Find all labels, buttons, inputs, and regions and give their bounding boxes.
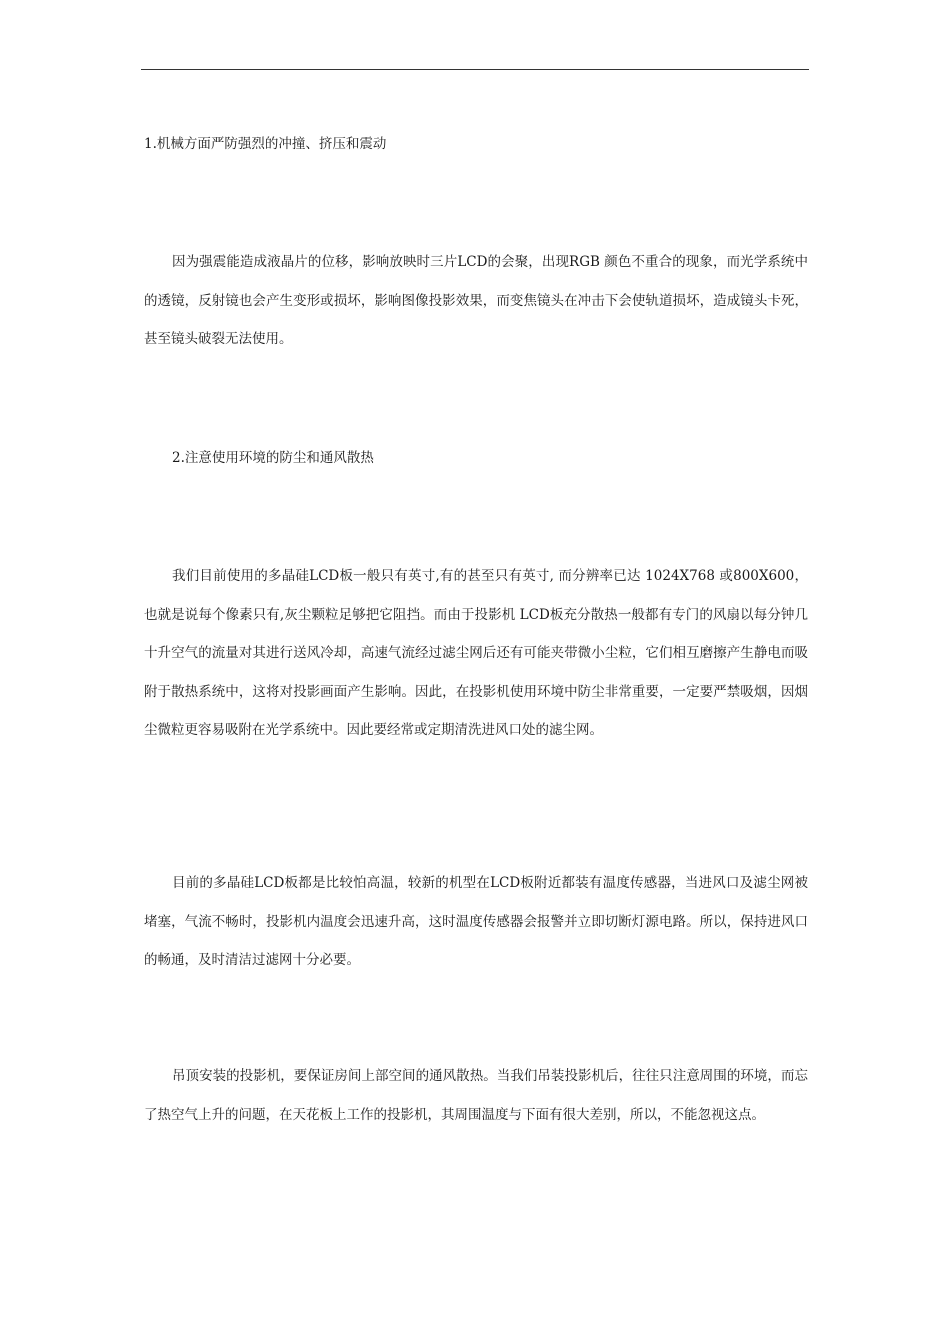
paragraph-4: 吊顶安装的投影机，要保证房间上部空间的通风散热。当我们吊装投影机后，往往只注意周围的环境，而忘了热空气上升的问题，在天花板上工作的投影机，其周围温度与下面有很大差别，所以，不能忽视这点。 (144, 1068, 808, 1123)
section-heading-2: 2.注意使用环境的防尘和通风散热 (172, 450, 374, 466)
paragraph-1: 因为强震能造成液晶片的位移，影响放映时三片LCD的会聚，出现RGB 颜色不重合的现象，而光学系统中的透镜，反射镜也会产生变形或损坏，影响图像投影效果，而变焦镜头在冲击下会使轨道损坏，造成镜头卡死，甚至镜头破裂无法使用。 (144, 254, 808, 347)
paragraph-2: 我们目前使用的多晶硅LCD板一般只有英寸,有的甚至只有英寸, 而分辨率已达 1024X768 或800X600，也就是说每个像素只有,灰尘颗粒足够把它阻挡。而由于投影机 LCD板充分散热一般都有专门的风扇以每分钟几十升空气的流量对其进行送风冷却，高速气流经过滤尘网后还有可能夹带微小尘粒，它们相互磨擦产生静电而吸附于散热系统中，这将对投影画面产生影响。因此，在投影机使用环境中防尘非常重要，一定要严禁吸烟，因烟尘微粒更容易吸附在光学系统中。因此要经常或定期清洗进风口处的滤尘网。 (144, 568, 808, 738)
paragraph-3: 目前的多晶硅LCD板都是比较怕高温，较新的机型在LCD板附近都装有温度传感器，当进风口及滤尘网被堵塞，气流不畅时，投影机内温度会迅速升高，这时温度传感器会报警并立即切断灯源电路。所以，保持进风口的畅通，及时清洁过滤网十分必要。 (144, 875, 808, 968)
section-heading-1: 1.机械方面严防强烈的冲撞、挤压和震动 (144, 136, 387, 152)
header-rule (141, 69, 809, 70)
